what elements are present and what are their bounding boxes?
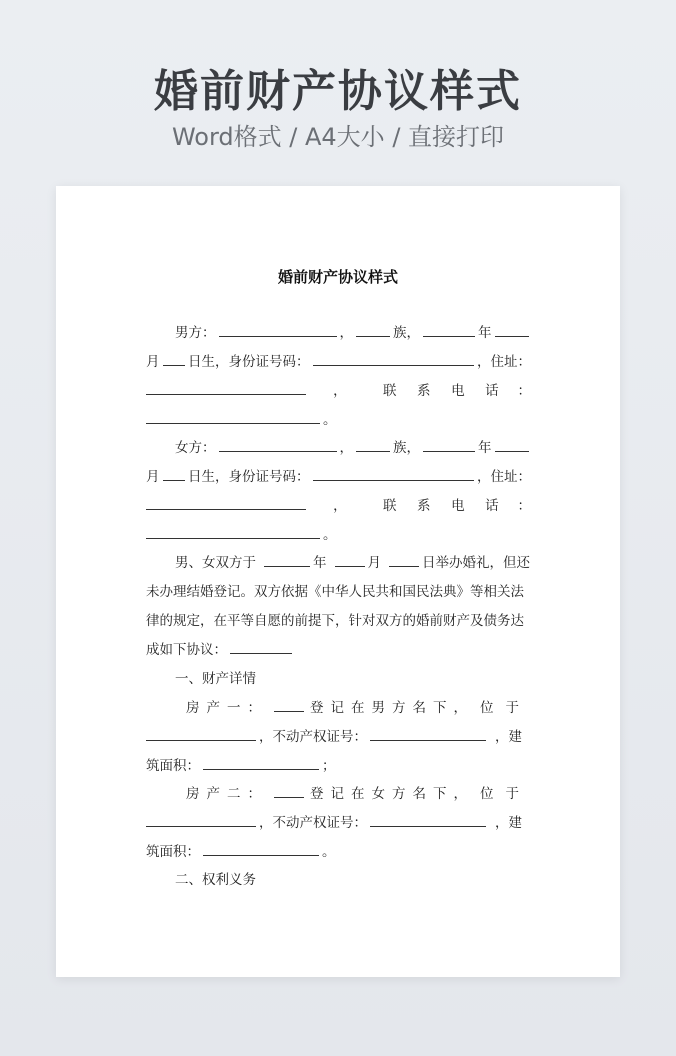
- blank-house-2-cert[interactable]: [370, 811, 486, 827]
- blank-man-ethnic[interactable]: [356, 321, 390, 337]
- blank-man-id[interactable]: [313, 350, 474, 366]
- man-line-4: [146, 406, 531, 435]
- year-label: 年: [478, 325, 492, 341]
- blank-man-address[interactable]: [146, 379, 306, 395]
- intro-text: 男、女双方于: [175, 555, 256, 571]
- woman-line-2: [146, 463, 531, 492]
- address-label: ，住址：: [477, 469, 531, 485]
- house-2-label: 房产二：: [186, 786, 268, 802]
- blank-woman-month-start[interactable]: [495, 436, 529, 452]
- section-2: [146, 866, 531, 895]
- intro-line-4: [146, 636, 531, 665]
- phone-char: 话: [485, 498, 499, 514]
- house-1-line-1: [146, 694, 531, 723]
- section-1-heading: [146, 665, 531, 694]
- phone-char: 话: [485, 383, 499, 399]
- woman-line-3: [146, 492, 531, 521]
- intro-line-1: [146, 549, 531, 578]
- phone-char: 电: [451, 383, 465, 399]
- woman-line-4: [146, 521, 531, 550]
- blank-woman-year[interactable]: [423, 436, 475, 452]
- ethnic-label: 族，: [393, 325, 420, 341]
- area-label: 筑面积：: [146, 844, 200, 860]
- jian-label: ，建: [495, 815, 522, 831]
- jian-label: ，建: [495, 729, 522, 745]
- blank-wedding-month[interactable]: [335, 551, 365, 567]
- year-label: 年: [478, 440, 492, 456]
- blank-woman-ethnic[interactable]: [356, 436, 390, 452]
- blank-man-month-start[interactable]: [495, 321, 529, 337]
- located-label: 位于: [480, 786, 531, 802]
- house-2-line-3: [146, 838, 531, 867]
- man-line-2: [146, 348, 531, 377]
- house-1-line-3: [146, 752, 531, 781]
- blank-woman-address[interactable]: [146, 494, 306, 510]
- blank-wedding-year[interactable]: [264, 551, 310, 567]
- blank-house-1-cert[interactable]: [370, 725, 486, 741]
- phone-char: 联: [382, 383, 397, 399]
- period: 。: [323, 527, 337, 543]
- ethnic-label: 族，: [393, 440, 420, 456]
- phone-char: 联: [382, 498, 397, 514]
- document-title: 婚前财产协议样式: [277, 268, 398, 286]
- blank-house-2[interactable]: [274, 782, 304, 798]
- period: 。: [322, 844, 336, 860]
- house-2-block: [146, 780, 531, 867]
- blank-woman-name[interactable]: [219, 436, 337, 452]
- house-2-line-1: [146, 780, 531, 809]
- cert-label: ，不动产权证号：: [259, 729, 367, 745]
- comma: ，: [333, 383, 347, 399]
- man-info-block: [146, 319, 531, 435]
- blank-house-1-area[interactable]: [203, 754, 319, 770]
- blank-house-2-area[interactable]: [203, 840, 319, 856]
- period: 。: [323, 412, 337, 428]
- section-2-heading: [146, 866, 531, 895]
- month-label: 月: [146, 469, 160, 485]
- day-id-label: 日生，身份证号码：: [188, 354, 310, 370]
- blank-woman-id[interactable]: [313, 465, 474, 481]
- intro-text: 日举办婚礼，但还: [422, 555, 530, 571]
- house-1-block: [146, 694, 531, 781]
- phone-char: ：: [517, 383, 532, 399]
- blank-wedding-day[interactable]: [389, 551, 419, 567]
- blank-man-day[interactable]: [163, 350, 186, 366]
- comma: ，: [339, 325, 353, 341]
- month-label: 月: [367, 555, 381, 571]
- section-1: [146, 665, 531, 694]
- intro-text: 律的规定，在平等自愿的前提下，针对双方的婚前财产及债务达: [146, 613, 524, 629]
- woman-line-1: [146, 434, 531, 463]
- intro-paragraph: [146, 549, 531, 665]
- banner-subtitle: Word格式 / A4大小 / 直接打印: [171, 123, 505, 151]
- blank-woman-day[interactable]: [163, 465, 186, 481]
- house-1-label: 房产一：: [186, 700, 268, 716]
- house-1-line-2: [146, 723, 531, 752]
- cert-label: ，不动产权证号：: [259, 815, 367, 831]
- phone-char: ：: [517, 498, 532, 514]
- intro-text: 未办理结婚登记。双方依据《中华人民共和国民法典》等相关法: [146, 584, 524, 600]
- address-label: ，住址：: [477, 354, 531, 370]
- phone-char: 系: [417, 383, 431, 399]
- house-registration: 登记在女方名下，: [310, 786, 474, 802]
- woman-info-block: [146, 434, 531, 550]
- blank-agreement[interactable]: [230, 638, 292, 654]
- phone-char: 系: [417, 498, 431, 514]
- blank-man-phone[interactable]: [146, 408, 320, 424]
- located-label: 位于: [480, 700, 531, 716]
- comma: ，: [333, 498, 347, 514]
- house-registration: 登记在男方名下，: [310, 700, 474, 716]
- banner-title: 婚前财产协议样式: [154, 66, 522, 117]
- intro-text: 成如下协议：: [146, 642, 227, 658]
- area-label: 筑面积：: [146, 758, 200, 774]
- document-page: [56, 186, 620, 977]
- intro-line-3: [146, 607, 531, 636]
- blank-house-1[interactable]: [274, 696, 304, 712]
- blank-woman-phone[interactable]: [146, 523, 320, 539]
- phone-char: 电: [451, 498, 465, 514]
- house-2-line-2: [146, 809, 531, 838]
- year-label: 年: [313, 555, 327, 571]
- month-label: 月: [146, 354, 160, 370]
- intro-line-2: [146, 578, 531, 607]
- section-heading: 一、财产详情: [175, 671, 256, 687]
- man-line-1: [146, 319, 531, 348]
- man-line-3: [146, 377, 531, 406]
- semicolon: ；: [322, 758, 336, 774]
- day-id-label: 日生，身份证号码：: [188, 469, 310, 485]
- blank-man-year[interactable]: [423, 321, 475, 337]
- blank-house-2-location[interactable]: [146, 811, 256, 827]
- blank-house-1-location[interactable]: [146, 725, 256, 741]
- blank-man-name[interactable]: [219, 321, 337, 337]
- woman-label: 女方：: [175, 440, 216, 456]
- section-heading: 二、权利义务: [175, 872, 256, 888]
- comma: ，: [339, 440, 353, 456]
- man-label: 男方：: [175, 325, 216, 341]
